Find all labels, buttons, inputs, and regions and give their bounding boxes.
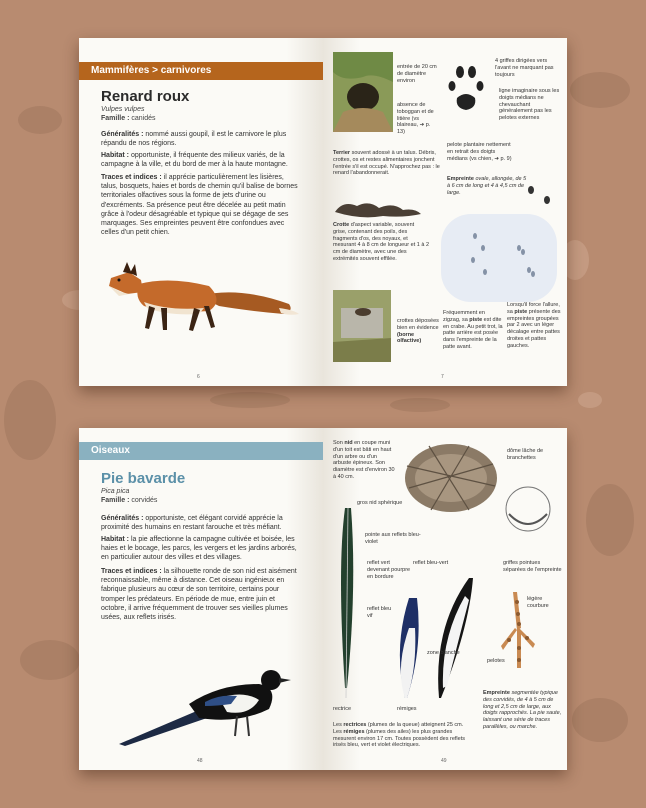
- claws-caption: griffes pointues séparées de l'empreinte: [503, 560, 562, 573]
- nest-illustration: [399, 436, 503, 516]
- latin-name: Pica pica: [101, 488, 130, 495]
- trail-caption: Fréquemment en zigzag, sa piste est dite en crabe. Au petit trot, la patte arrière est posée dans l'empreinte de la patte avant.: [443, 310, 503, 350]
- burrow-absence-caption: absence de toboggan et de litière (vs blaireau, ➔ p. 13): [397, 102, 434, 136]
- page-number: 7: [441, 374, 444, 380]
- claws-caption: 4 griffes dirigées vers l'avant ne marquant pas toujours: [495, 58, 554, 78]
- category-band: Mammifères > carnivores: [79, 62, 323, 80]
- crottes-photo: [333, 290, 391, 362]
- page-number: 6: [197, 374, 200, 380]
- nest-caption: Son nid en coupe muni d'un toit est bâti en haut d'un arbre ou d'un arbuste épineux. Son diamètre est d'environ 30 à 40 cm.: [333, 440, 395, 480]
- crottes-deposited-caption: crottes déposées bien en évidence (borne olfactive): [397, 318, 439, 345]
- crotte-caption: Crotte d'aspect variable, souvent grise, contenant des poils, des fragments d'os, des noyaux, et mesurant 4 à 8 cm de longueur et 1 à 2 cm de diamètre, avec une des extrémités souvent effilée.: [333, 222, 430, 262]
- paragraph-generalites: Généralités : opportuniste, cet élégant corvidé apprécie la proximité des humains en restant farouche et très méfiant.: [101, 515, 283, 532]
- rectrice-label: rectrice: [333, 706, 352, 712]
- paragraph-habitat: Habitat : opportuniste, il fréquente des milieux variés, de la campagne à la ville, et du bord de mer à la haute montagne.: [101, 152, 288, 169]
- page-number: 48: [197, 758, 203, 764]
- blue-violet-caption: reflet bleu vif: [367, 606, 392, 619]
- snow-trail-illustration: [435, 208, 563, 308]
- droppings-illustration: [333, 198, 423, 220]
- paragraph-traces: Traces et indices : il apprécie particulièrement les lisières, talus, bosquets, haies et bords de chemin qu'il balise de bornes territoriales olfactives sous la forme de jets d'urine ou d'excréments. Sa présence peut être décelée au petit matin grâce à l'odeur désagréable et typique qui se dégage de ses marquages. Ses empreintes peuvent être confondues avec celles d'un petit chien.: [101, 174, 298, 237]
- burrow-entry-caption: entrée de 20 cm de diamètre environ: [397, 64, 437, 84]
- category-band: Oiseaux: [79, 442, 323, 460]
- book-pie: [79, 428, 567, 770]
- species-title: Pie bavarde: [101, 470, 186, 487]
- burrow-photo: [333, 52, 393, 132]
- magpie-illustration: [119, 654, 304, 746]
- nest-cutaway-illustration: [501, 484, 555, 534]
- gallop-caption: Lorsqu'il force l'allure, sa piste présente des empreintes groupées par 2 avec un léger décalage entre pattes droites et pattes gauches.: [507, 302, 561, 349]
- small-prints-illustration: [521, 178, 561, 208]
- paragraph-traces: Traces et indices : la silhouette ronde de son nid est aisément reconnaissable, même à distance. Cet oiseau ingénieux en fabrique plusieurs au cœur de son territoire, certains pour tromper les prédateurs. En période de mue, entre juin et octobre, il arrive fréquemment de trouver ses vieilles plumes usées, aux reflets irisés.: [101, 568, 297, 622]
- print-caption: Empreinte segmentée typique des corvidés, de 4 à 5 cm de long et 2,5 cm de large, aux doigts rapprochés. La pie saute, laissant une série de traces parallèles, ou marche.: [483, 690, 562, 730]
- species-title: Renard roux: [101, 88, 190, 105]
- page-pie-traces: [323, 428, 567, 770]
- plantar-pad-caption: pelote plantaire nettement en retrait des doigts médians (vs chien, ➔ p. 9): [447, 142, 512, 162]
- paragraph-generalites: Généralités : nommé aussi goupil, il est le carnivore le plus répandu de nos régions.: [101, 131, 287, 148]
- terrier-caption: Terrier souvent adossé à un talus. Débris, crottes, os et restes alimentaires jonchent l'entrée s'il est occupé. N'approchez pas : le renard l'abandonnerait.: [333, 150, 440, 177]
- feathers-caption: Les rectrices (plumes de la queue) atteignent 25 cm. Les rémiges (plumes des ailes) les plus grandes mesurent environ 17 cm. Toutes possèdent des reflets irisés bleu, vert et violet électriques.: [333, 722, 465, 749]
- fox-illustration: [99, 256, 304, 336]
- dome-caption: dôme lâche de branchettes: [507, 448, 544, 461]
- feathers-illustration: [333, 508, 483, 698]
- pelotes-caption: pelotes: [487, 658, 505, 664]
- latin-name: Vulpes vulpes: [101, 106, 145, 113]
- paragraph-habitat: Habitat : la pie affectionne la campagne cultivée et boisée, les haies et le bocage, les parcs, les vergers et les jardins arborés, en particulier autour des villes et des villages.: [101, 536, 297, 562]
- tip-caption: pointe aux reflets bleu-violet: [365, 532, 421, 545]
- green-reflect-caption: reflet vert devenant pourpre en bordure: [367, 560, 411, 580]
- white-zone-caption: zone blanche: [427, 650, 460, 656]
- median-line-caption: ligne imaginaire sous les doigts médians ne chevauchant généralement pas les pelotes externes: [499, 88, 560, 122]
- page-renard-traces: [323, 38, 567, 386]
- page-number: 49: [441, 758, 447, 764]
- family-line: Famille : corvidés: [101, 497, 158, 504]
- remiges-label: rémiges: [397, 706, 417, 712]
- paw-print-illustration: [445, 58, 491, 138]
- book-renard: [79, 38, 567, 386]
- print-caption: Empreinte ovale, allongée, de 5 à 6 cm de long et 4 à 4,5 cm de large.: [447, 176, 527, 196]
- page-renard-text: [79, 38, 323, 386]
- curve-caption: légère courbure: [527, 596, 549, 609]
- family-line: Famille : canidés: [101, 115, 156, 122]
- page-pie-text: [79, 428, 323, 770]
- blue-green-reflect-caption: reflet bleu-vert: [413, 560, 449, 566]
- spherical-caption: gros nid sphérique: [357, 500, 403, 506]
